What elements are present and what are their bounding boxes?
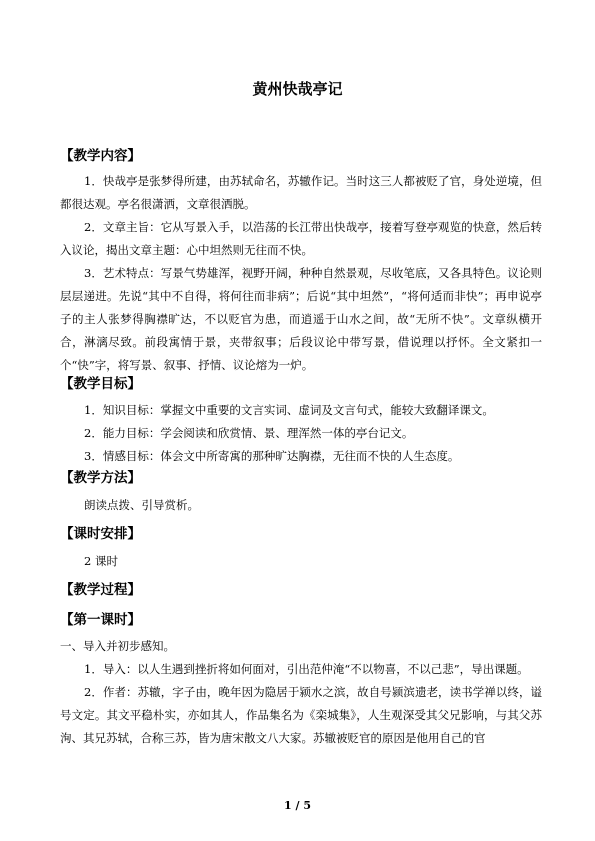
page-number: 1 / 5 <box>284 799 311 812</box>
content-paragraph-3: 3．艺术特点：写景气势雄浑，视野开阔，种种自然景观，尽收笔底，又各具特色。议论则层层递进。先说“其中不自得，将何往而非病”；后说“其中坦然”，“将何适而非快”；再申说亭子的主人张梦得胸襟旷达，不以贬官为患，而逍遥于山水之间，故“无所不快”。文章纵横开合，淋漓尽致。前段寓情于景，夹带叙事；后段议论中带写景，借说理以抒怀。全文紧扣一个“快”字，将写景、叙事、抒情、议论熔为一炉。 <box>60 266 542 372</box>
lesson1-step-1: 一、导入并初步感知。 <box>60 639 175 653</box>
schedule-paragraph-1: 2 课时 <box>84 554 118 568</box>
goals-paragraph-2: 2．能力目标：学会阅读和欣赏情、景、理浑然一体的亭台记文。 <box>84 426 414 440</box>
section-content-body <box>60 170 542 377</box>
section-heading-goals: 【教学目标】 <box>60 376 141 392</box>
section-goals-body <box>60 399 542 468</box>
lesson1-paragraph-2: 2．作者：苏辙，字子由，晚年因为隐居于颍水之滨，故自号颍滨遗老，读书学禅以终，谥号文定。其文平稳朴实，亦如其人，作品集名为《栾城集》，人生观深受其父兄影响，与其父苏洵、其兄苏轼，合称三苏，皆为唐宋散文八大家。苏辙被贬官的原因是他用自己的官 <box>60 685 542 745</box>
section-schedule-body <box>60 550 542 573</box>
section-heading-lesson1: 【第一课时】 <box>60 612 141 628</box>
lesson1-paragraph-1: 1．导入：以人生遇到挫折将如何面对，引出范仲淹“不以物喜，不以己悲”，导出课题。 <box>84 662 529 676</box>
section-lesson1-body <box>60 635 542 750</box>
goals-paragraph-3: 3．情感目标：体会文中所寄寓的那种旷达胸襟，无往而不快的人生态度。 <box>84 449 460 463</box>
goals-paragraph-1: 1．知识目标：掌握文中重要的文言实词、虚词及文言句式，能较大致翻译课文。 <box>84 403 494 417</box>
section-heading-content: 【教学内容】 <box>60 148 141 164</box>
section-heading-process: 【教学过程】 <box>60 582 141 598</box>
content-paragraph-1: 1．快哉亭是张梦得所建，由苏轼命名，苏辙作记。当时这三人都被贬了官，身处逆境，但都很达观。亭名很潇洒，文章很洒脱。 <box>60 174 542 211</box>
method-paragraph-1: 朗读点拨、引导赏析。 <box>84 498 199 512</box>
section-heading-schedule: 【课时安排】 <box>60 526 141 542</box>
content-paragraph-2: 2．文章主旨：它从写景入手，以浩荡的长江带出快哉亭，接着写登亭观览的快意，然后转入议论，揭出文章主题：心中坦然则无往而不快。 <box>60 220 542 257</box>
section-heading-method: 【教学方法】 <box>60 470 141 486</box>
page-title: 黄州快哉亭记 <box>252 80 343 98</box>
section-method-body <box>60 494 542 517</box>
